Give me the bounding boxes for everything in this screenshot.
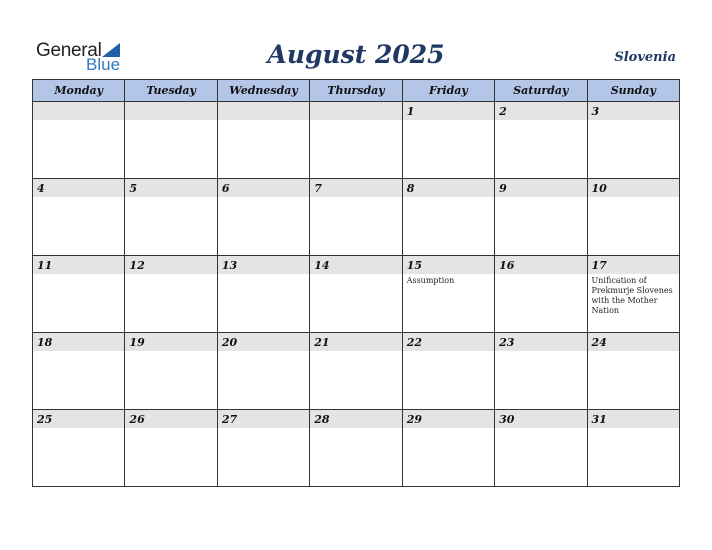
day-header-bar: [33, 179, 124, 197]
day-header-bar: [33, 256, 124, 274]
day-header-bar: [588, 179, 679, 197]
day-number: 9: [499, 182, 507, 195]
day-cell: [310, 179, 402, 256]
weekday-header: Wednesday: [217, 80, 309, 102]
calendar-title: August 2025: [267, 40, 445, 69]
day-header-bar: [403, 333, 494, 351]
day-cell: [310, 102, 402, 179]
weekday-header: Monday: [33, 80, 125, 102]
day-cell: [495, 179, 587, 256]
day-number: 6: [221, 182, 230, 195]
day-header-bar: [125, 179, 216, 197]
day-cell: [587, 102, 679, 179]
day-cell: [402, 256, 494, 333]
day-header-bar: [310, 102, 401, 120]
day-number: 10: [591, 182, 607, 195]
day-cell: [125, 179, 217, 256]
day-cell: [217, 179, 309, 256]
day-number: 8: [406, 182, 415, 195]
day-header-bar: [33, 410, 124, 428]
day-cell: [402, 102, 494, 179]
weekday-header: Sunday: [587, 80, 679, 102]
day-cell: [33, 102, 125, 179]
day-number: 30: [499, 413, 515, 426]
day-number: 18: [37, 336, 53, 349]
day-number: 28: [314, 413, 330, 426]
weekday-header: Saturday: [495, 80, 587, 102]
day-header-bar: [33, 333, 124, 351]
weekday-header: Thursday: [310, 80, 402, 102]
day-cell: [587, 333, 679, 410]
logo-text-general: General: [36, 40, 102, 61]
day-cell: [310, 256, 402, 333]
day-cell: [495, 102, 587, 179]
day-header-bar: [125, 102, 216, 120]
day-cell: [310, 410, 402, 487]
weekday-header: Tuesday: [125, 80, 217, 102]
logo-text-blue: Blue: [86, 55, 121, 74]
day-cell: [125, 102, 217, 179]
day-cell: [495, 410, 587, 487]
day-number: 27: [221, 413, 238, 426]
day-cell: [495, 333, 587, 410]
day-cell: [33, 410, 125, 487]
weekday-header-row: [33, 80, 680, 102]
day-number: 26: [129, 413, 145, 426]
day-header-bar: [403, 102, 494, 120]
day-header-bar: [403, 179, 494, 197]
week-row: [33, 256, 680, 333]
day-cell: [217, 410, 309, 487]
day-cell: [495, 256, 587, 333]
day-number: 21: [314, 336, 330, 349]
day-header-bar: [125, 333, 216, 351]
day-number: 16: [499, 259, 515, 272]
day-header-bar: [495, 102, 586, 120]
holiday-label: Unification of Prekmurje Slovenes with the Mother Nation: [591, 276, 673, 315]
holiday-label: Assumption: [406, 276, 455, 285]
day-cell: [310, 333, 402, 410]
day-number: 1: [406, 105, 415, 118]
day-cell: [217, 102, 309, 179]
day-cell: [33, 179, 125, 256]
day-number: 15: [406, 259, 422, 272]
day-header-bar: [588, 256, 679, 274]
day-number: 19: [129, 336, 145, 349]
day-number: 29: [406, 413, 422, 426]
calendar-grid: [32, 79, 680, 487]
day-number: 23: [499, 336, 515, 349]
day-cell: [402, 179, 494, 256]
day-number: 3: [591, 105, 600, 118]
day-cell: [217, 333, 309, 410]
day-header-bar: [310, 256, 401, 274]
day-number: 2: [499, 105, 507, 118]
day-header-bar: [310, 179, 401, 197]
day-cell: [587, 256, 679, 333]
day-cell: [125, 256, 217, 333]
day-number: 4: [37, 182, 45, 195]
day-header-bar: [218, 256, 309, 274]
day-number: 14: [314, 259, 330, 272]
day-header-bar: [588, 333, 679, 351]
day-header-bar: [495, 256, 586, 274]
day-header-bar: [310, 410, 401, 428]
day-header-bar: [403, 410, 494, 428]
week-row: [33, 179, 680, 256]
day-cell: [125, 333, 217, 410]
day-number: 5: [129, 182, 138, 195]
week-row: [33, 410, 680, 487]
day-number: 31: [591, 413, 607, 426]
day-header-bar: [310, 333, 401, 351]
day-cell: [402, 333, 494, 410]
day-header-bar: [125, 410, 216, 428]
day-cell: [587, 410, 679, 487]
day-number: 17: [591, 259, 607, 272]
day-number: 13: [221, 259, 238, 272]
country-name: Slovenia: [614, 50, 676, 65]
day-header-bar: [588, 102, 679, 120]
weekday-header: Friday: [402, 80, 494, 102]
day-cell: [217, 256, 309, 333]
week-row: [33, 333, 680, 410]
day-header-bar: [218, 333, 309, 351]
day-cell: [33, 256, 125, 333]
day-cell: [587, 179, 679, 256]
week-row: [33, 102, 680, 179]
day-header-bar: [218, 102, 309, 120]
day-number: 24: [591, 336, 607, 349]
day-number: 22: [406, 336, 422, 349]
day-header-bar: [495, 333, 586, 351]
day-number: 11: [37, 259, 53, 272]
day-cell: [33, 333, 125, 410]
day-number: 25: [37, 413, 53, 426]
day-number: 12: [129, 259, 145, 272]
day-header-bar: [218, 410, 309, 428]
day-header-bar: [588, 410, 679, 428]
day-header-bar: [125, 256, 216, 274]
day-header-bar: [33, 102, 124, 120]
day-cell: [125, 410, 217, 487]
day-header-bar: [495, 410, 586, 428]
day-number: 20: [221, 336, 238, 349]
day-header-bar: [495, 179, 586, 197]
day-number: 7: [314, 182, 322, 195]
day-header-bar: [403, 256, 494, 274]
day-cell: [402, 410, 494, 487]
day-header-bar: [218, 179, 309, 197]
